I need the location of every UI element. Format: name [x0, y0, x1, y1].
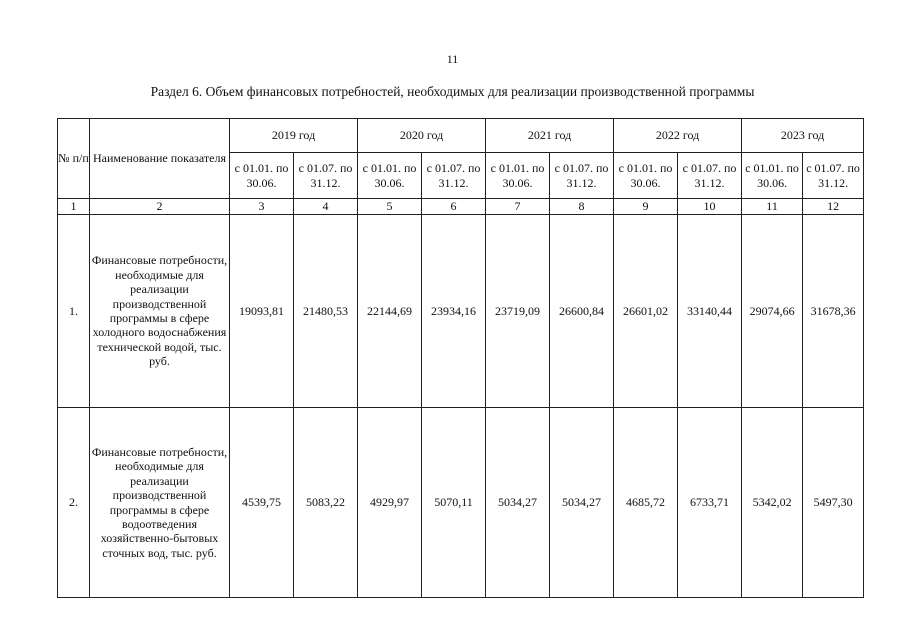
column-number: 10: [678, 199, 742, 215]
page-number: 11: [446, 52, 459, 66]
column-number: 2: [90, 199, 230, 215]
indicator-name: Финансовые потребности, необходимые для реализации производственной программы в сфере водоотведения хозяйственно-бытовых сточных вод, тыс. руб.: [90, 408, 230, 598]
value-cell: 29074,66: [742, 215, 803, 408]
value-cell: 4929,97: [358, 408, 422, 598]
table-row: [58, 408, 864, 598]
period-first-half: с 01.01. по 30.06.: [742, 153, 803, 199]
value-cell: 23719,09: [486, 215, 550, 408]
column-number: 6: [422, 199, 486, 215]
header-name: Наименование показателя: [90, 119, 230, 199]
period-second-half: с 01.07. по 31.12.: [550, 153, 614, 199]
value-cell: 5070,11: [422, 408, 486, 598]
period-second-half: с 01.07. по 31.12.: [294, 153, 358, 199]
row-number: 2.: [58, 408, 90, 598]
value-cell: 6733,71: [678, 408, 742, 598]
column-number: 12: [803, 199, 864, 215]
header-no: № п/п: [58, 119, 90, 199]
value-cell: 4539,75: [230, 408, 294, 598]
column-number: 5: [358, 199, 422, 215]
value-cell: 5034,27: [550, 408, 614, 598]
column-number: 4: [294, 199, 358, 215]
column-number: 3: [230, 199, 294, 215]
column-number: 8: [550, 199, 614, 215]
financial-needs-table: [57, 118, 864, 598]
year-header: 2023 год: [742, 119, 864, 153]
period-first-half: с 01.01. по 30.06.: [614, 153, 678, 199]
year-header: 2022 год: [614, 119, 742, 153]
section-title: Раздел 6. Объем финансовых потребностей, необходимых для реализации производственной программы: [150, 84, 755, 99]
indicator-name: Финансовые потребности, необходимые для реализации производственной программы в сфере холодного водоснабжения технической водой, тыс. руб.: [90, 215, 230, 408]
period-first-half: с 01.01. по 30.06.: [486, 153, 550, 199]
value-cell: 22144,69: [358, 215, 422, 408]
year-header: 2019 год: [230, 119, 358, 153]
period-second-half: с 01.07. по 31.12.: [422, 153, 486, 199]
column-number: 1: [58, 199, 90, 215]
value-cell: 5083,22: [294, 408, 358, 598]
value-cell: 5034,27: [486, 408, 550, 598]
value-cell: 23934,16: [422, 215, 486, 408]
row-number: 1.: [58, 215, 90, 408]
value-cell: 26600,84: [550, 215, 614, 408]
value-cell: 4685,72: [614, 408, 678, 598]
column-number: 7: [486, 199, 550, 215]
year-header: 2021 год: [486, 119, 614, 153]
value-cell: 26601,02: [614, 215, 678, 408]
value-cell: 21480,53: [294, 215, 358, 408]
value-cell: 5497,30: [803, 408, 864, 598]
column-number: 9: [614, 199, 678, 215]
column-number: 11: [742, 199, 803, 215]
period-second-half: с 01.07. по 31.12.: [678, 153, 742, 199]
value-cell: 33140,44: [678, 215, 742, 408]
value-cell: 19093,81: [230, 215, 294, 408]
period-second-half: с 01.07. по 31.12.: [803, 153, 864, 199]
year-header: 2020 год: [358, 119, 486, 153]
period-first-half: с 01.01. по 30.06.: [230, 153, 294, 199]
value-cell: 5342,02: [742, 408, 803, 598]
table-row: [58, 215, 864, 408]
period-first-half: с 01.01. по 30.06.: [358, 153, 422, 199]
value-cell: 31678,36: [803, 215, 864, 408]
